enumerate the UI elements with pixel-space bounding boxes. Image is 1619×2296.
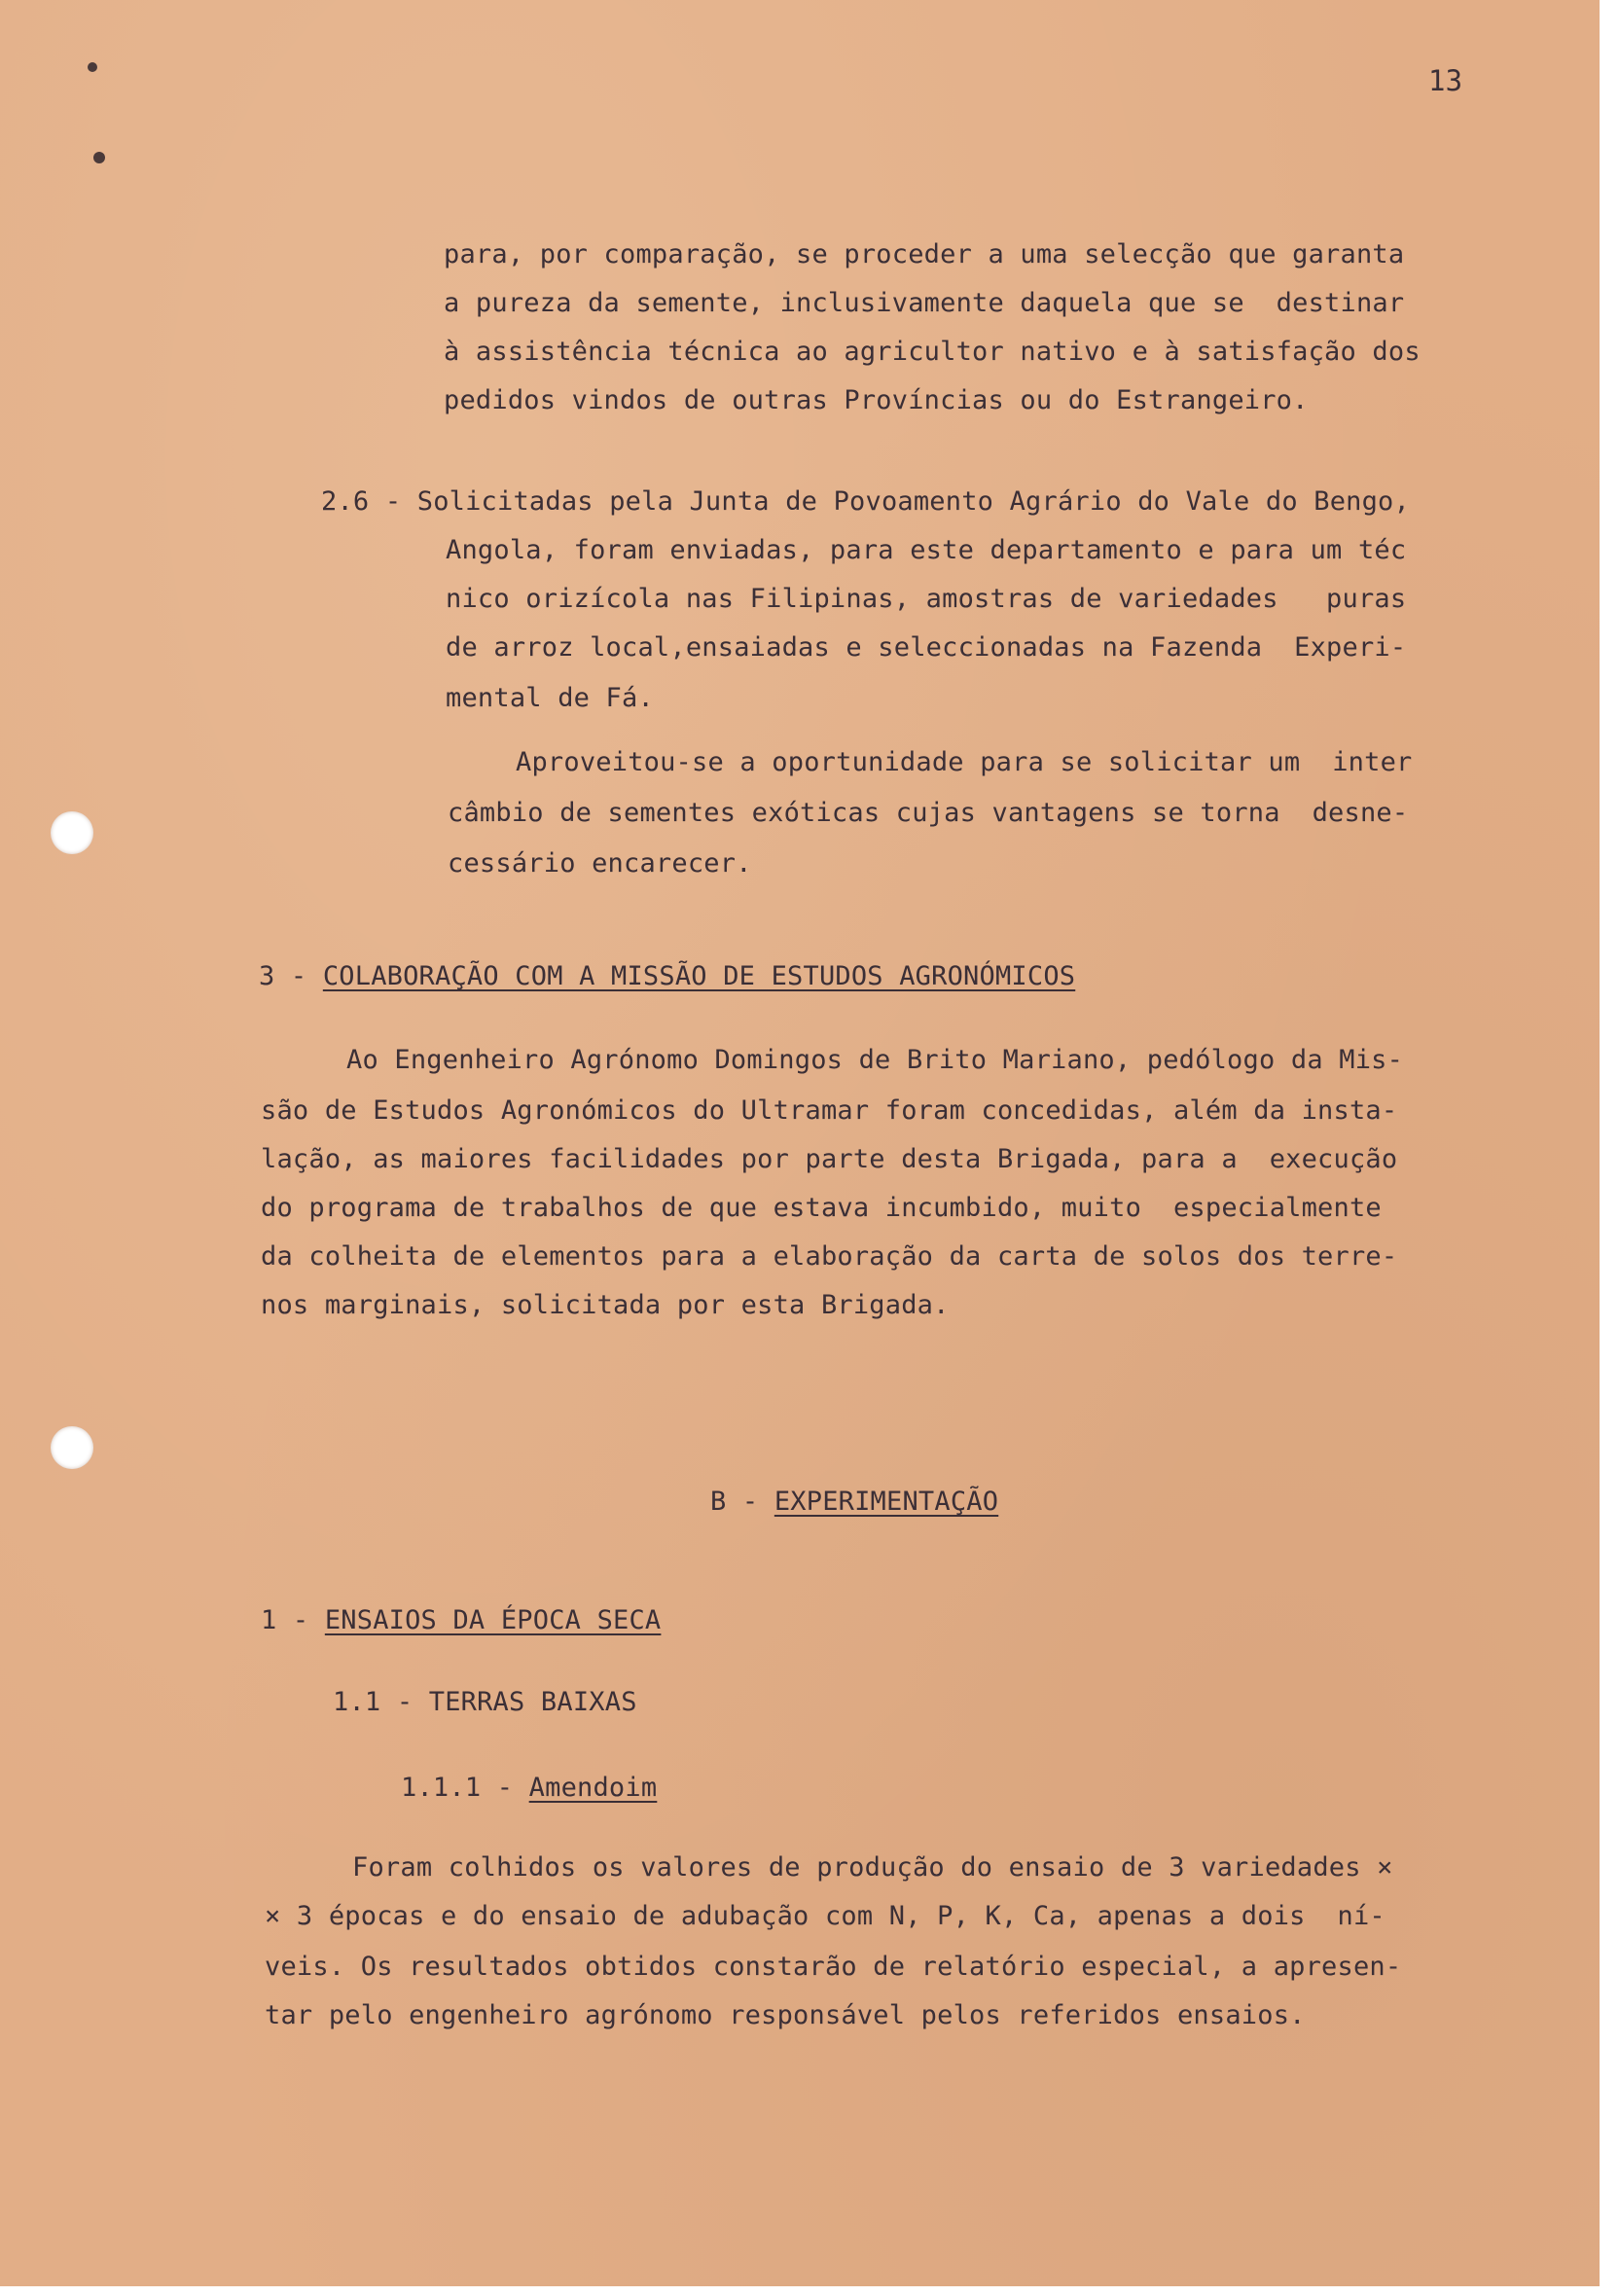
paragraph-line: cessário encarecer. <box>448 848 752 879</box>
heading-prefix: B - <box>710 1487 774 1517</box>
binder-hole-upper <box>51 811 93 854</box>
punch-mark-second <box>93 152 105 163</box>
paragraph-line: veis. Os resultados obtidos constarão de relatório especial, a apresen- <box>265 1952 1402 1982</box>
paragraph-line: nos marginais, solicitada por esta Brigada. <box>261 1290 950 1320</box>
paragraph-line: do programa de trabalhos de que estava incumbido, muito especialmente <box>261 1193 1382 1223</box>
paragraph-line: Angola, foram enviadas, para este departamento e para um téc <box>446 535 1407 565</box>
paragraph-line: Aproveitou-se a oportunidade para se solicitar um inter <box>516 747 1413 777</box>
heading-title: Amendoim <box>528 1773 658 1803</box>
paragraph-line: a pureza da semente, inclusivamente daquela que se destinar <box>444 288 1405 318</box>
paragraph-line: mental de Fá. <box>446 683 654 713</box>
paragraph-line: de arroz local,ensaiadas e seleccionadas na Fazenda Experi- <box>446 632 1407 663</box>
subsection-heading-1-1-1 <box>401 1773 657 1803</box>
heading-prefix: 3 - <box>259 961 323 991</box>
subsection-heading-1-1: 1.1 - TERRAS BAIXAS <box>333 1687 637 1717</box>
punch-mark-top <box>88 62 97 72</box>
paragraph-line: pedidos vindos de outras Províncias ou do Estrangeiro. <box>444 385 1309 415</box>
paragraph-line: câmbio de sementes exóticas cujas vantagens se torna desne- <box>448 798 1409 828</box>
section-heading-1 <box>261 1605 661 1635</box>
heading-title: COLABORAÇÃO COM A MISSÃO DE ESTUDOS AGRONÓMICOS <box>322 961 1076 991</box>
section-heading-3 <box>259 961 1075 991</box>
paragraph-line: são de Estudos Agronómicos do Ultramar foram concedidas, além da insta- <box>261 1095 1398 1126</box>
paragraph-line: Foram colhidos os valores de produção do ensaio de 3 variedades × <box>352 1852 1393 1883</box>
heading-prefix: 1 - <box>261 1605 325 1635</box>
paragraph-line: nico orizícola nas Filipinas, amostras de variedades puras <box>446 584 1407 614</box>
paragraph-line: da colheita de elementos para a elaboração da carta de solos dos terre- <box>261 1241 1398 1272</box>
binder-hole-lower <box>51 1426 93 1469</box>
heading-prefix: 1.1.1 - <box>401 1773 529 1803</box>
paragraph-line: à assistência técnica ao agricultor nativo e à satisfação dos <box>444 337 1421 367</box>
paragraph-line: tar pelo engenheiro agrónomo responsável pelos referidos ensaios. <box>265 2000 1306 2030</box>
paragraph-line: para, por comparação, se proceder a uma selecção que garanta <box>444 239 1405 269</box>
page-number: 13 <box>1428 64 1463 97</box>
heading-title: EXPERIMENTAÇÃO <box>774 1487 999 1517</box>
heading-title: ENSAIOS DA ÉPOCA SECA <box>324 1605 662 1635</box>
paragraph-line: lação, as maiores facilidades por parte desta Brigada, para a execução <box>261 1144 1398 1174</box>
paragraph-line: 2.6 - Solicitadas pela Junta de Povoamento Agrário do Vale do Bengo, <box>321 486 1410 517</box>
paragraph-line: × 3 épocas e do ensaio de adubação com N, P, K, Ca, apenas a dois ní- <box>265 1901 1385 1931</box>
section-heading-b <box>710 1487 998 1517</box>
paragraph-line: Ao Engenheiro Agrónomo Domingos de Brito Mariano, pedólogo da Mis- <box>346 1045 1404 1075</box>
